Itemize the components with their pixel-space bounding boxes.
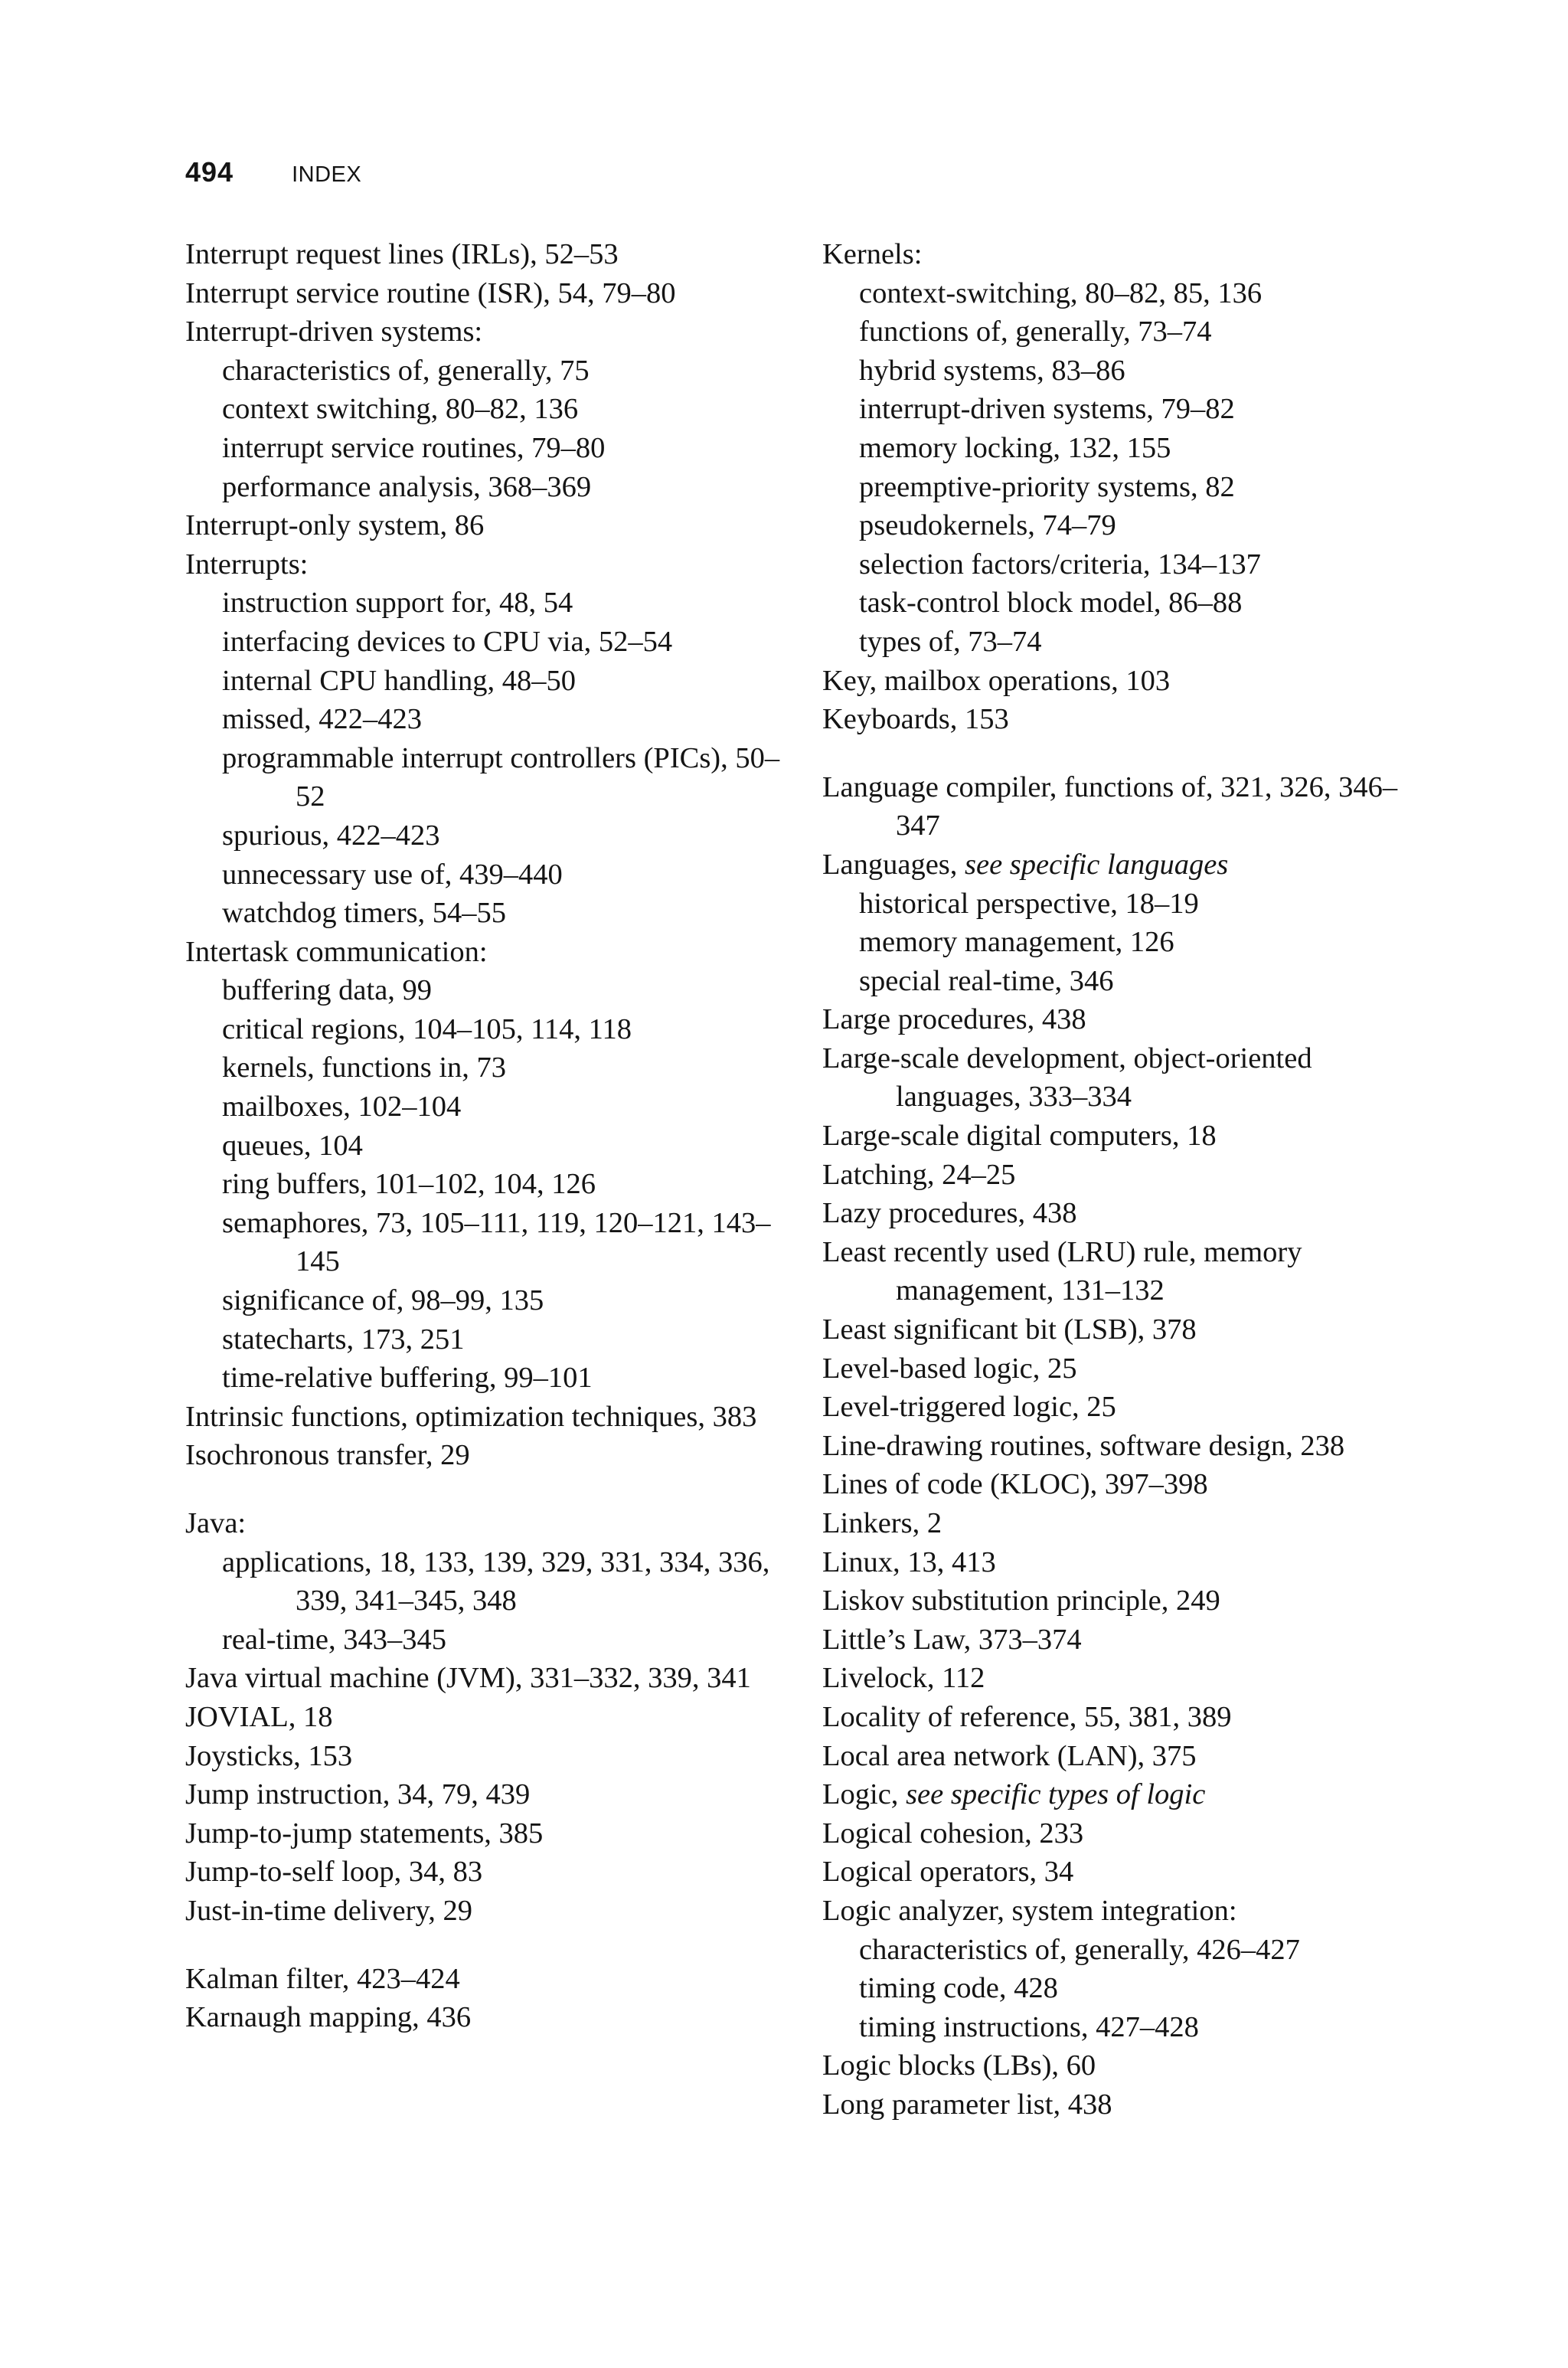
index-subentry (822, 623, 1404, 662)
entry-text: Language compiler, functions of, 321, 326, 346–347 (822, 770, 1398, 842)
index-subentry (822, 312, 1404, 352)
entry-text: queues, 104 (222, 1129, 363, 1162)
index-subentry (185, 1088, 798, 1127)
index-entry (822, 1349, 1404, 1388)
entry-text: historical perspective, 18–19 (859, 887, 1199, 920)
index-entry (185, 1853, 798, 1892)
letter-group-gap (185, 1931, 798, 1960)
entry-text: task-control block model, 86–88 (859, 587, 1243, 620)
index-entry (185, 1775, 798, 1814)
entry-text: memory locking, 132, 155 (859, 431, 1171, 464)
see-reference: see specific types of logic (906, 1778, 1206, 1811)
index-subentry (185, 855, 798, 895)
index-entry (185, 1436, 798, 1475)
entry-text: characteristics of, generally, 75 (222, 354, 590, 387)
index-subentry (185, 1281, 798, 1320)
entry-text: Java virtual machine (JVM), 331–332, 339, 341 (185, 1662, 751, 1695)
index-entry (185, 274, 798, 313)
index-entry (822, 1388, 1404, 1427)
index-entry (185, 933, 798, 972)
entry-text: Intertask communication: (185, 935, 488, 968)
index-entry (822, 1117, 1404, 1156)
index-entry (185, 235, 798, 274)
index-subentry (822, 962, 1404, 1001)
index-subentry (185, 584, 798, 623)
index-subentry (822, 1931, 1404, 1970)
entry-text: interrupt service routines, 79–80 (222, 431, 606, 464)
index-subentry (822, 506, 1404, 545)
entry-text: Jump-to-jump statements, 385 (185, 1817, 544, 1850)
entry-text: programmable interrupt controllers (PICs), 50–52 (222, 741, 780, 813)
entry-text: JOVIAL, 18 (185, 1700, 333, 1733)
entry-text: Latching, 24–25 (822, 1158, 1016, 1191)
entry-text: Lazy procedures, 438 (822, 1197, 1077, 1230)
entry-text: Logical operators, 34 (822, 1856, 1074, 1889)
page-header (185, 156, 361, 188)
index-subentry (822, 390, 1404, 429)
entry-text: semaphores, 73, 105–111, 119, 120–121, 143–145 (222, 1206, 771, 1278)
entry-text: Least recently used (LRU) rule, memory management, 131–132 (822, 1235, 1302, 1307)
index-entry (822, 1543, 1404, 1582)
entry-text: Jump-to-self loop, 34, 83 (185, 1856, 483, 1889)
entry-text: Large-scale digital computers, 18 (822, 1120, 1217, 1153)
entry-text: pseudokernels, 74–79 (859, 509, 1116, 542)
index-entry (185, 1504, 798, 1543)
index-entry (822, 1039, 1404, 1117)
index-subentry (185, 1010, 798, 1049)
entry-text: Interrupts: (185, 548, 309, 581)
entry-text: significance of, 98–99, 135 (222, 1284, 544, 1317)
entry-text: Key, mailbox operations, 103 (822, 664, 1171, 697)
entry-text: Interrupt-only system, 86 (185, 509, 485, 542)
index-entry (822, 1233, 1404, 1310)
index-subentry (185, 662, 798, 701)
entry-text: preemptive-priority systems, 82 (859, 470, 1235, 503)
entry-text: hybrid systems, 83–86 (859, 354, 1125, 387)
entry-text: Long parameter list, 438 (822, 2088, 1112, 2121)
running-head: INDEX (292, 162, 362, 187)
index-entry (185, 1659, 798, 1698)
entry-text: Java: (185, 1507, 247, 1539)
index-subentry (185, 468, 798, 507)
index-entry (185, 1737, 798, 1776)
entry-text: Interrupt-driven systems: (185, 316, 483, 348)
entry-text: timing instructions, 427–428 (859, 2010, 1199, 2043)
index-entry (185, 506, 798, 545)
letter-group-gap (822, 739, 1404, 768)
entry-text: Large procedures, 438 (822, 1003, 1086, 1036)
index-subentry (185, 894, 798, 933)
index-entry (822, 845, 1404, 885)
index-entry (822, 1853, 1404, 1892)
index-subentry (185, 352, 798, 391)
entry-text: selection factors/criteria, 134–137 (859, 548, 1261, 581)
entry-text: Large-scale development, object-oriented languages, 333–334 (822, 1042, 1312, 1114)
index-entry (185, 1892, 798, 1931)
index-subentry (185, 739, 798, 816)
index-entry (822, 2085, 1404, 2124)
index-subentry (185, 1359, 798, 1398)
entry-text: Least significant bit (LSB), 378 (822, 1313, 1197, 1346)
entry-text: Logic analyzer, system integration: (822, 1894, 1237, 1927)
index-subentry (185, 1543, 798, 1621)
index-subentry (822, 1969, 1404, 2008)
index-subentry (185, 429, 798, 468)
index-column-right (822, 235, 1404, 2124)
index-subentry (185, 390, 798, 429)
entry-text: applications, 18, 133, 139, 329, 331, 334, 336, 339, 341–345, 348 (222, 1545, 770, 1617)
index-entry (822, 2046, 1404, 2085)
index-subentry (822, 429, 1404, 468)
entry-text: Interrupt service routine (ISR), 54, 79–80 (185, 276, 676, 309)
entry-text: unnecessary use of, 439–440 (222, 858, 563, 891)
index-entry (822, 700, 1404, 739)
entry-text: context-switching, 80–82, 85, 136 (859, 276, 1263, 309)
entry-text: Languages, (822, 848, 958, 881)
index-entry (822, 1659, 1404, 1698)
index-entry (185, 1998, 798, 2037)
entry-text: Logical cohesion, 233 (822, 1817, 1084, 1850)
entry-text: Locality of reference, 55, 381, 389 (822, 1700, 1232, 1733)
index-subentry (822, 584, 1404, 623)
index-entry (822, 1310, 1404, 1349)
index-subentry (185, 700, 798, 739)
index-subentry (185, 1320, 798, 1359)
index-entry (822, 1000, 1404, 1039)
index-subentry (822, 352, 1404, 391)
entry-text: Karnaugh mapping, 436 (185, 2001, 472, 2034)
entry-text: spurious, 422–423 (222, 819, 440, 852)
entry-text: Level-based logic, 25 (822, 1352, 1077, 1385)
index-entry (822, 1814, 1404, 1853)
entry-text: special real-time, 346 (859, 964, 1114, 997)
index-subentry (822, 545, 1404, 584)
entry-text: Logic, (822, 1778, 899, 1811)
index-entry (185, 545, 798, 584)
entry-text: time-relative buffering, 99–101 (222, 1362, 593, 1395)
entry-text: Linkers, 2 (822, 1507, 942, 1539)
index-subentry (185, 623, 798, 662)
entry-text: Lines of code (KLOC), 397–398 (822, 1468, 1208, 1501)
index-entry (822, 1775, 1404, 1814)
entry-text: Level-triggered logic, 25 (822, 1391, 1116, 1424)
entry-text: real-time, 343–345 (222, 1623, 446, 1656)
entry-text: timing code, 428 (859, 1972, 1058, 2005)
index-subentry (185, 1204, 798, 1281)
entry-text: Liskov substitution principle, 249 (822, 1585, 1220, 1617)
index-entry (822, 1737, 1404, 1776)
letter-group-gap (185, 1475, 798, 1504)
entry-text: Kernels: (822, 238, 923, 270)
index-entry (822, 1465, 1404, 1504)
index-entry (822, 235, 1404, 274)
index-subentry (185, 971, 798, 1010)
index-subentry (185, 1621, 798, 1660)
index-subentry (822, 274, 1404, 313)
entry-text: memory management, 126 (859, 926, 1174, 959)
entry-text: statecharts, 173, 251 (222, 1323, 465, 1356)
index-subentry (185, 816, 798, 855)
index-subentry (185, 1127, 798, 1166)
entry-text: Line-drawing routines, software design, 238 (822, 1429, 1345, 1462)
index-entry (822, 1581, 1404, 1621)
index-subentry (822, 2008, 1404, 2047)
entry-text: Isochronous transfer, 29 (185, 1439, 470, 1472)
index-subentry (822, 468, 1404, 507)
entry-text: internal CPU handling, 48–50 (222, 664, 576, 697)
index-subentry (822, 923, 1404, 962)
entry-text: kernels, functions in, 73 (222, 1052, 507, 1084)
entry-text: Joysticks, 153 (185, 1739, 353, 1772)
entry-text: types of, 73–74 (859, 625, 1042, 658)
entry-text: Interrupt request lines (IRLs), 52–53 (185, 238, 619, 270)
entry-text: Local area network (LAN), 375 (822, 1739, 1197, 1772)
index-entry (822, 1156, 1404, 1195)
entry-text: functions of, generally, 73–74 (859, 316, 1212, 348)
index-entry (822, 1698, 1404, 1737)
entry-text: Little’s Law, 373–374 (822, 1623, 1082, 1656)
index-entry (822, 1621, 1404, 1660)
see-reference: see specific languages (965, 848, 1229, 881)
index-subentry (185, 1165, 798, 1204)
entry-text: ring buffers, 101–102, 104, 126 (222, 1168, 596, 1201)
entry-text: Kalman filter, 423–424 (185, 1962, 460, 1995)
index-column-left (185, 235, 798, 2037)
entry-text: Just-in-time delivery, 29 (185, 1894, 472, 1927)
index-entry (185, 1698, 798, 1737)
index-entry (185, 1960, 798, 1999)
entry-text: missed, 422–423 (222, 703, 422, 736)
entry-text: mailboxes, 102–104 (222, 1091, 462, 1123)
index-subentry (822, 885, 1404, 924)
index-entry (822, 1194, 1404, 1233)
index-subentry (185, 1048, 798, 1088)
index-entry (822, 1504, 1404, 1543)
entry-text: interfacing devices to CPU via, 52–54 (222, 625, 673, 658)
entry-text: Keyboards, 153 (822, 703, 1009, 736)
entry-text: instruction support for, 48, 54 (222, 587, 573, 620)
index-entry (822, 1892, 1404, 1931)
entry-text: characteristics of, generally, 426–427 (859, 1933, 1300, 1966)
index-entry (185, 312, 798, 352)
entry-text: critical regions, 104–105, 114, 118 (222, 1012, 632, 1045)
entry-text: Intrinsic functions, optimization techniques, 383 (185, 1400, 757, 1433)
index-entry (185, 1814, 798, 1853)
entry-text: watchdog timers, 54–55 (222, 897, 507, 930)
entry-text: buffering data, 99 (222, 974, 433, 1007)
entry-text: Linux, 13, 413 (822, 1545, 996, 1578)
entry-text: context switching, 80–82, 136 (222, 393, 579, 426)
entry-text: Jump instruction, 34, 79, 439 (185, 1778, 531, 1811)
entry-text: performance analysis, 368–369 (222, 470, 592, 503)
page-number: 494 (185, 156, 234, 188)
index-entry (822, 1427, 1404, 1466)
index-entry (822, 662, 1404, 701)
entry-text: Logic blocks (LBs), 60 (822, 2049, 1096, 2082)
index-entry (185, 1398, 798, 1437)
entry-text: Livelock, 112 (822, 1662, 985, 1695)
entry-text: interrupt-driven systems, 79–82 (859, 393, 1235, 426)
index-entry (822, 768, 1404, 845)
